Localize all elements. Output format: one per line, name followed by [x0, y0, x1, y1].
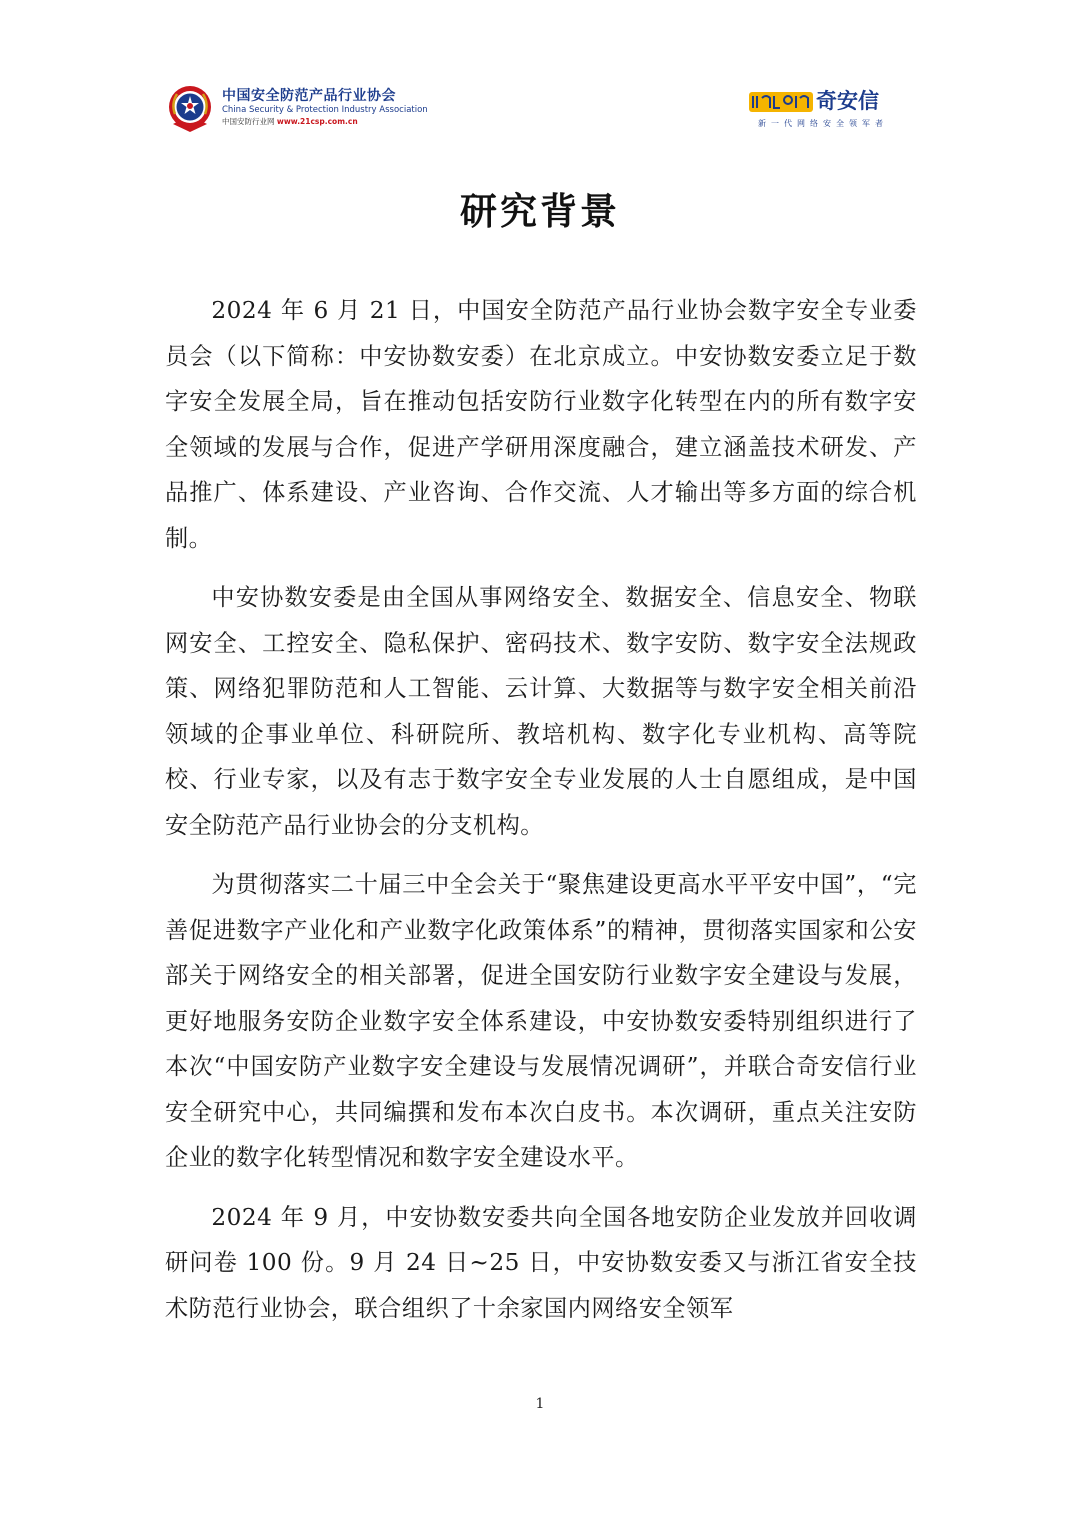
association-name-en: China Security & Protection Industry Association	[222, 105, 428, 115]
paragraph: 为贯彻落实二十届三中全会关于“聚焦建设更高水平平安中国”，“完善促进数字产业化和产业数字化政策体系”的精神，贯彻落实国家和公安部关于网络安全的相关部署，促进全国安防行业数字安全建设与发展，更好地服务安防企业数字安全体系建设，中安协数安委特别组织进行了本次“中国安防产业数字安全建设与发展情况调研”，并联合奇安信行业安全研究中心，共同编撰和发布本次白皮书。本次调研，重点关注安防企业的数字化转型情况和数字安全建设水平。	[165, 871, 917, 1171]
page-number: 1	[535, 1396, 545, 1412]
document-body	[165, 288, 917, 1345]
association-logo	[165, 84, 465, 134]
association-website	[222, 116, 482, 127]
page-header	[0, 0, 1080, 160]
qax-logo	[748, 86, 908, 132]
qax-brand-mark-icon	[748, 88, 814, 114]
page-title: 研究背景	[460, 190, 620, 233]
qax-name: 奇安信	[816, 89, 879, 113]
paragraph: 2024 年 9 月，中安协数安委共向全国各地安防企业发放并回收调研问卷 100 份。9 月 24 日~25 日，中安协数安委又与浙江省安全技术防范行业协会，联合组织了十余家国内网络安全领军	[165, 1203, 917, 1322]
association-name-cn: 中国安全防范产品行业协会	[222, 88, 396, 104]
paragraph: 中安协数安委是由全国从事网络安全、数据安全、信息安全、物联网安全、工控安全、隐私保护、密码技术、数字安防、数字安全法规政策、网络犯罪防范和人工智能、云计算、大数据等与数字安全相关前沿领域的企事业单位、科研院所、教培机构、数字化专业机构、高等院校、行业专家，以及有志于数字安全专业发展的人士自愿组成，是中国安全防范产品行业协会的分支机构。	[165, 584, 917, 839]
paragraph: 2024 年 6 月 21 日，中国安全防范产品行业协会数字安全专业委员会（以下简称：中安协数安委）在北京成立。中安协数安委立足于数字安全发展全局，旨在推动包括安防行业数字化转型在内的所有数字安全领域的发展与合作，促进产学研用深度融合，建立涵盖技术研发、产品推广、体系建设、产业咨询、合作交流、人才输出等多方面的综合机制。	[165, 297, 917, 552]
association-emblem-icon	[165, 84, 215, 134]
website-label: 中国安防行业网	[222, 117, 275, 126]
qax-slogan: 新一代网络安全领军者	[758, 119, 888, 128]
website-url: www.21csp.com.cn	[276, 117, 358, 126]
